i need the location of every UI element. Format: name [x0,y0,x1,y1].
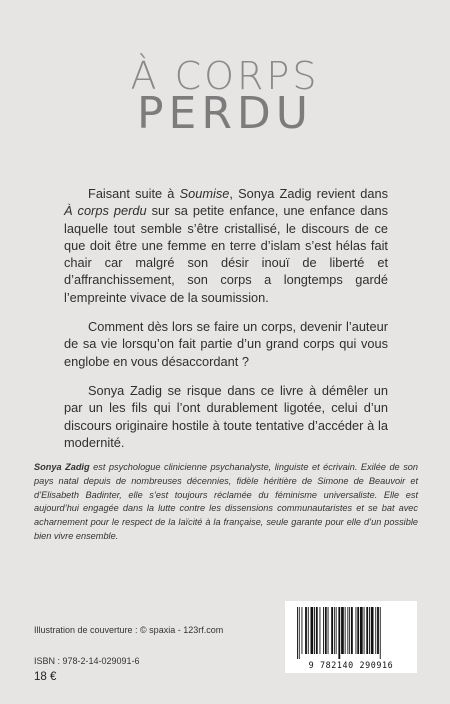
isbn: ISBN : 978-2-14-029091-6 [34,656,140,666]
book-title-line-1: À CORPS [130,54,320,98]
author-name: Sonya Zadig [34,462,90,472]
barcode-digits: 9 782140 290916 [308,660,394,670]
blurb-paragraph-1 [64,185,388,306]
author-bio [34,461,418,544]
barcode [285,601,417,673]
title-reference-soumise: Soumise [179,186,230,201]
barcode-bars [295,607,407,659]
blurb-text: Faisant suite à [88,186,180,201]
blurb-text: sur sa petite enfance, une enfance dans laquelle tout semble s’être cristallisé, le discours de ce que doit être une femme en terre d’islam s’est hélas fait chair car malgré son désir inouï de liberté et d’affranchissement, son corps a longtemps gardé l’empreinte vivace de la soumission. [64,203,388,305]
book-title-line-2: PERDU [137,88,313,139]
blurb-paragraph-3: Sonya Zadig se risque dans ce livre à démêler un par un les fils qui l’ont durablement ligotée, celui d’un discours originaire hostile à toute tentative d’accéder à la modernité. [64,382,388,450]
blurb [64,185,388,463]
blurb-paragraph-2: Comment dès lors se faire un corps, devenir l’auteur de sa vie lorsqu’on fait partie d’un grand corps qui vous englobe en vous désaccordant ? [64,319,388,369]
price: 18 € [34,671,57,683]
blurb-text: , Sonya Zadig revient dans [229,186,388,201]
title-reference-a-corps-perdu: À corps perdu [64,203,147,219]
author-bio-text: est psychologue clinicienne psychanalyste, linguiste et écrivain. Exilée de son pays natal depuis de nombreuses décennies, fidèle héritière de Simone de Beauvoir et d’Elisabeth Badinter, elle s’est toujours réclamée du féminisme universaliste. Elle est aujourd’hui engagée dans la lutte contre les dissensions communautaristes et se bat avec acharnement pour le respect de la laïcité à la française, seule garante pour elle d’un possible bien vivre ensemble. [34,462,419,541]
cover-illustration-credit: Illustration de couverture : © spaxia - 123rf.com [34,625,224,635]
